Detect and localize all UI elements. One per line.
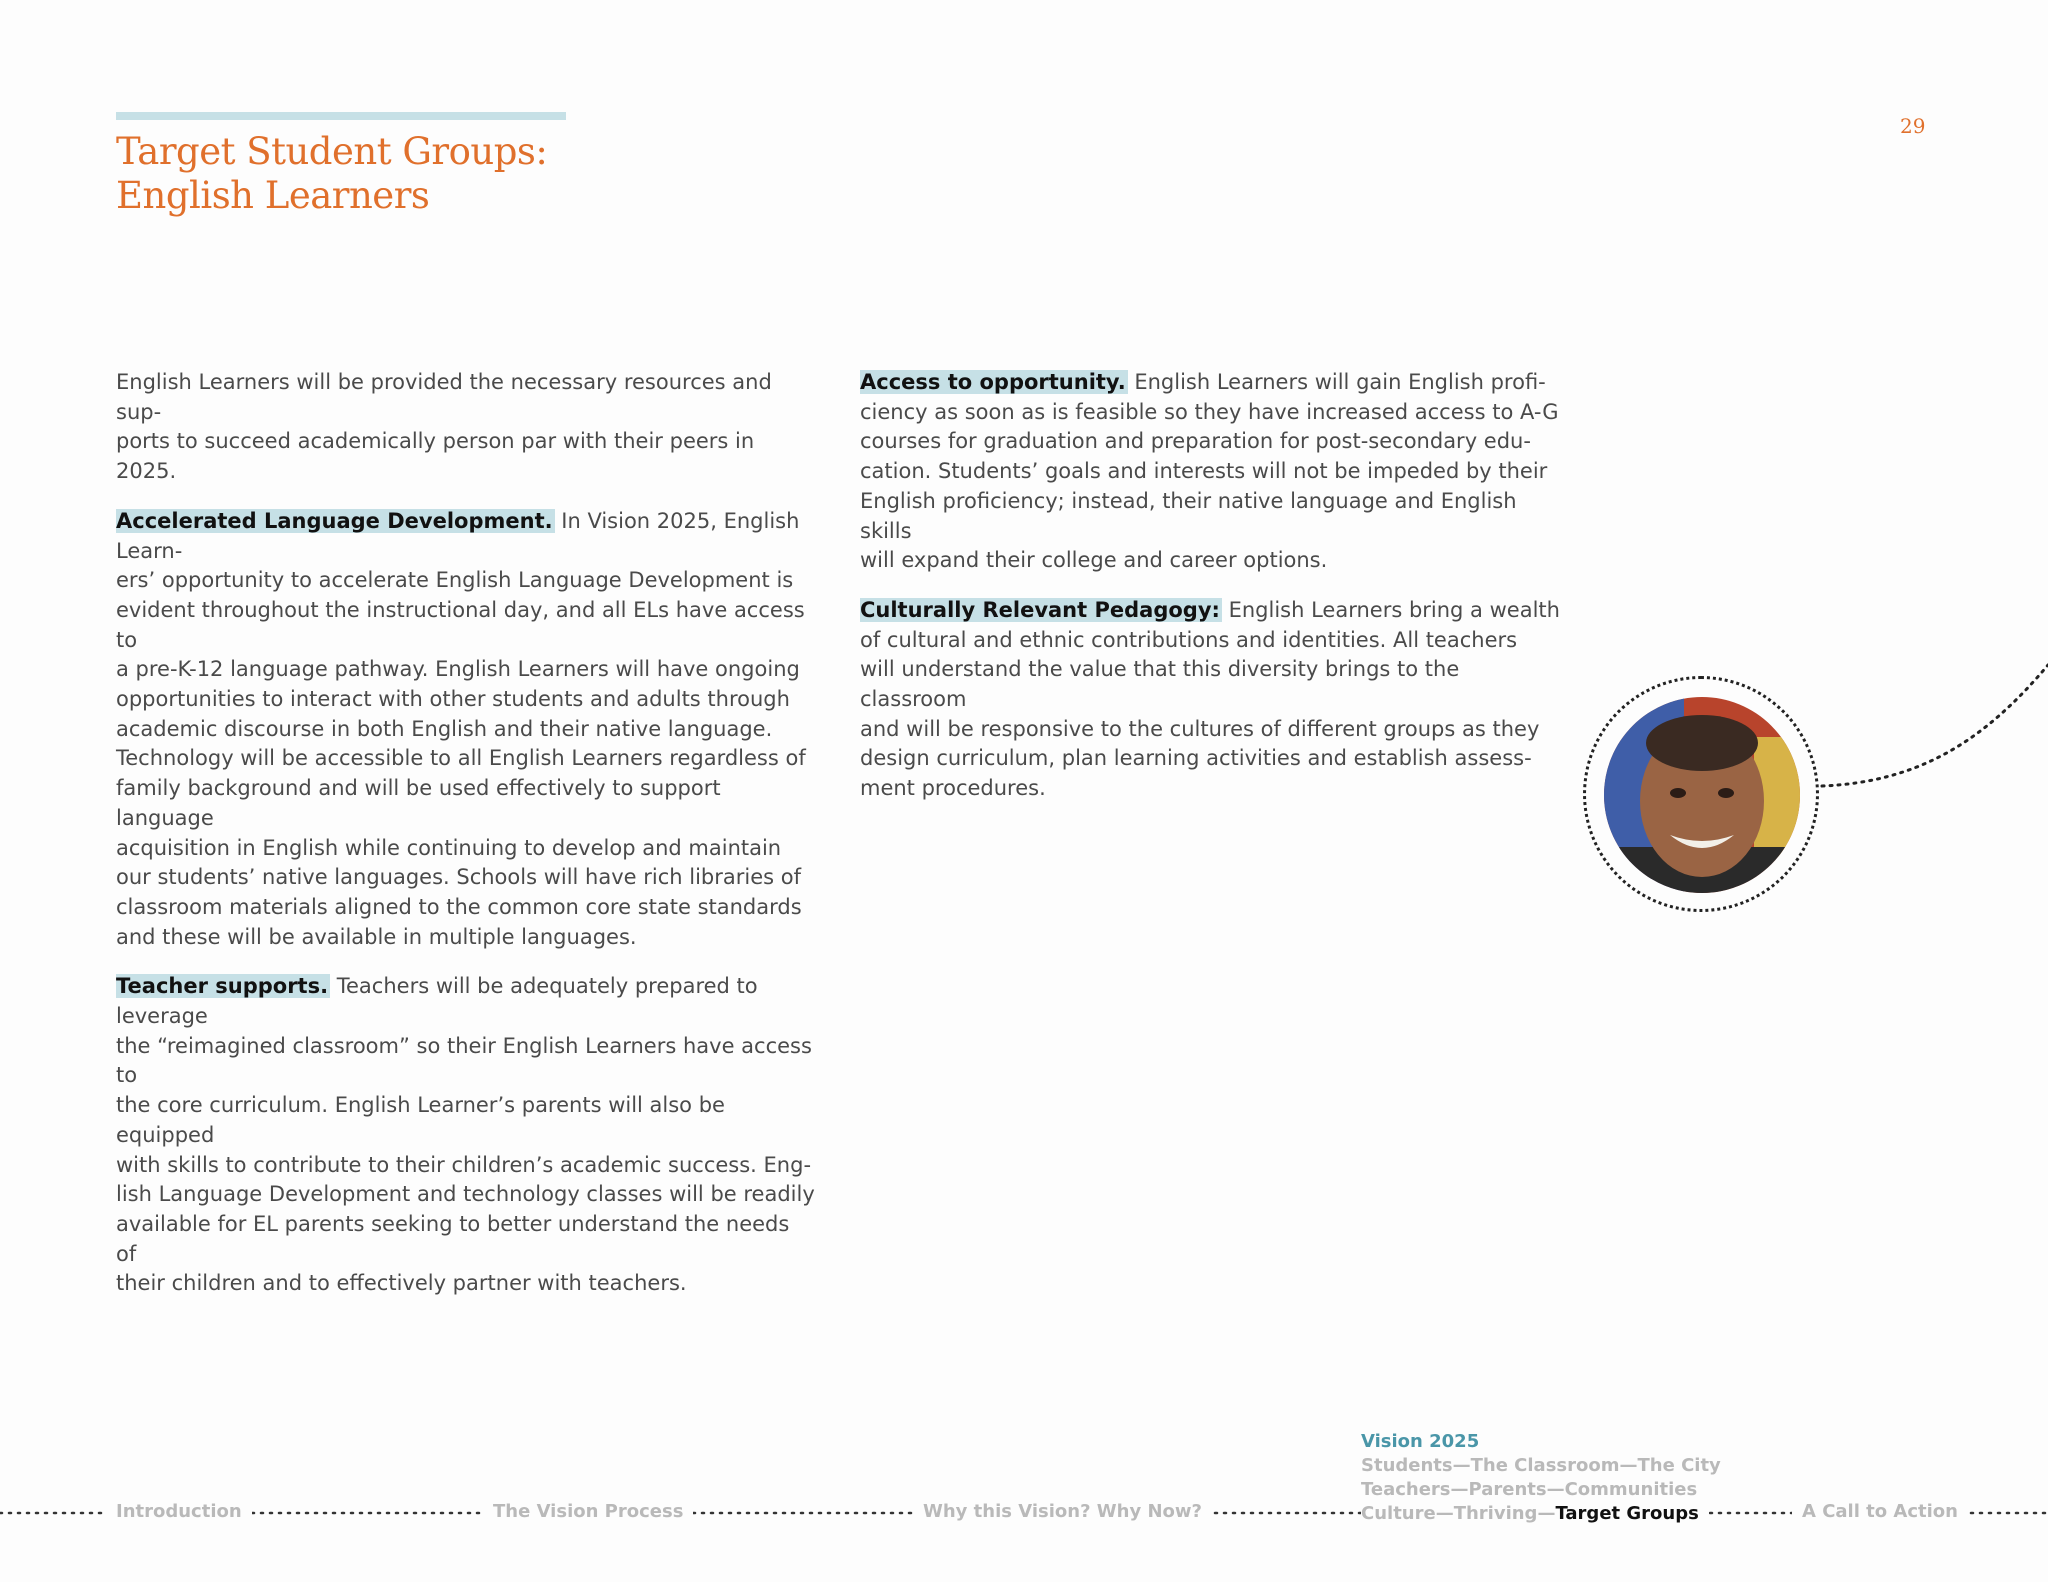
paragraph-body: English Learners will gain English profi- ciency as soon as is feasible so they have increased access to A-G courses for graduation and preparation for post-secondary edu- cation. Students’ goals and interests will not be impeded by their English proficiency; instead, their native language and English skills will expand their college and career options. [860,370,1559,573]
nav-teachers-line[interactable]: Teachers—Parents—Communities [1361,1479,1698,1500]
paragraph-lead: Access to opportunity. [860,370,1126,394]
paragraph-lead: Accelerated Language Development. [116,508,553,533]
page-number: 29 [1900,114,1926,138]
nav-introduction[interactable]: Introduction [106,1501,252,1522]
page-title-line-2: English Learners [116,174,430,217]
paragraph-body: In Vision 2025, English Learn- ers’ opportunity to accelerate English Language Development is evident throughout the instructional day, and all ELs have access to a pre-K-12 language pathway. English Learners will have ongoing opportunities to interact with other students and adults through academic discourse in both English and their native language. Technology will be accessible to all English Learners regardless of family background and will be used effectively to support language acquisition in English while continuing to develop and maintain our students’ native languages. Schools will have rich libraries of classroom materials aligned to the common core state standards and these will be available in multiple languages. [116,508,806,949]
intro-paragraph: English Learners will be provided the necessary resources and sup- ports to succeed academically person par with their peers in 2025. [116,370,772,484]
page-title-line-1: Target Student Groups: [116,130,548,173]
paragraph-lead: Teacher supports. [116,974,329,999]
nav-why-vision[interactable]: Why this Vision? Why Now? [913,1501,1212,1522]
nav-vision-process[interactable]: The Vision Process [483,1501,693,1522]
nav-culture-prefix[interactable]: Culture—Thriving— [1361,1503,1556,1524]
nav-vision-2025[interactable]: Vision 2025 [1361,1431,1480,1452]
nav-culture-line[interactable] [1361,1502,1709,1526]
nav-current-target-groups[interactable]: Target Groups [1555,1503,1699,1524]
nav-call-to-action[interactable]: A Call to Action [1792,1501,1968,1522]
student-portrait-photo [1604,697,1800,893]
paragraph-body: Teachers will be adequately prepared to leverage the “reimagined classroom” so their English Learners have access to the core curriculum. English Learner’s parents will also be equipped with skills to contribute to their children’s academic success. Eng- lish Language Development and technology classes will be readily available for EL parents seeking to better understand the needs of their children and to effectively partner with teachers. [116,974,815,1296]
paragraph-body: English Learners bring a wealth of cultural and ethnic contributions and identities. All teachers will understand the value that this diversity brings to the classroom and will be responsive to the cultures of different groups as they design curriculum, plan learning activities and establish assess- ment procedures. [860,597,1560,801]
nav-students-line[interactable]: Students—The Classroom—The City [1361,1455,1721,1476]
nav-vision-2025-group [1361,1430,1721,1526]
paragraph-lead: Culturally Relevant Pedagogy: [860,597,1220,622]
